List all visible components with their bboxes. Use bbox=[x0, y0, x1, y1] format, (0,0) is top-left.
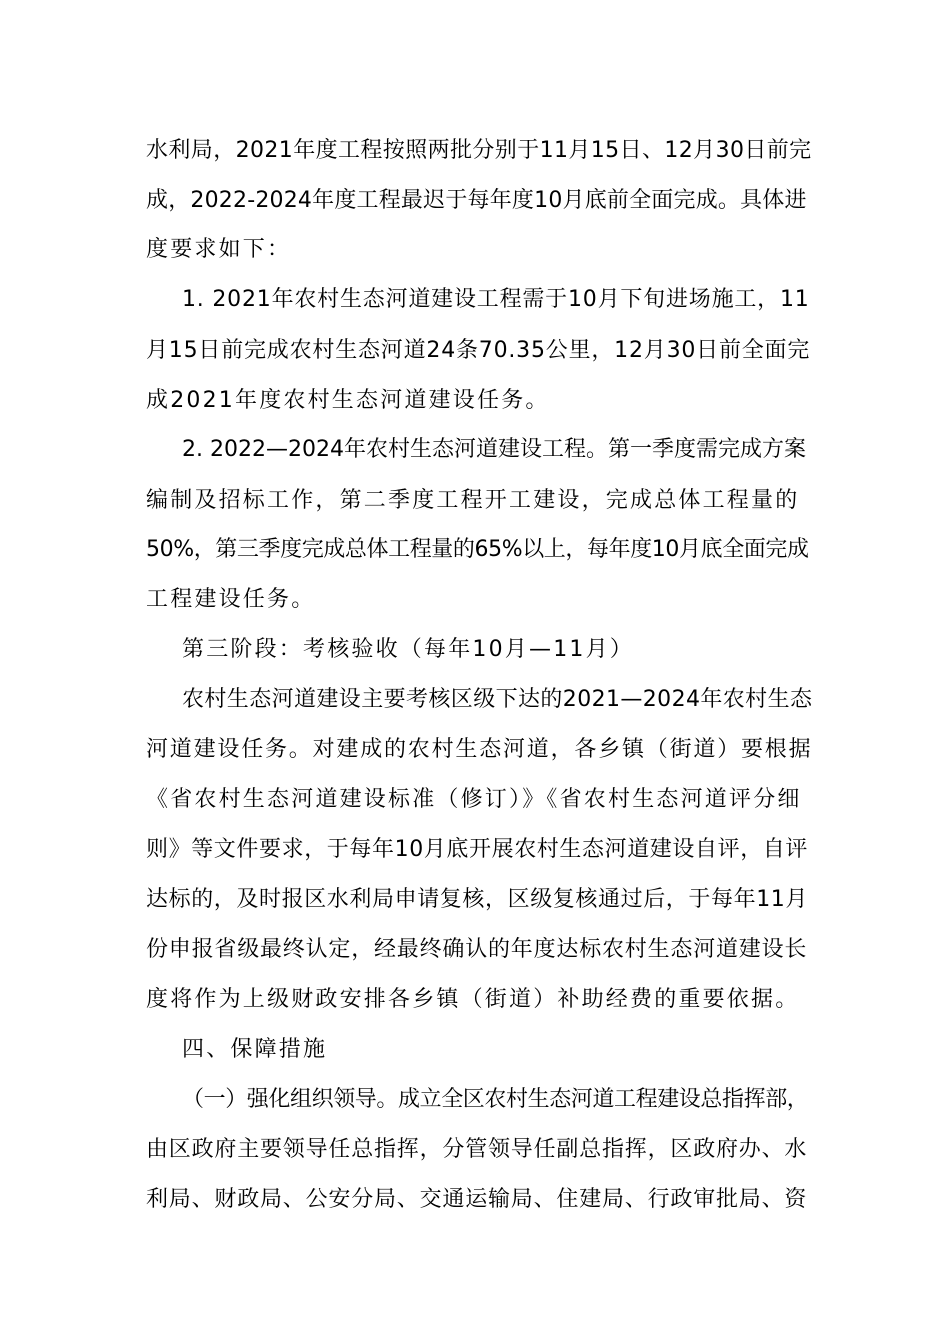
text-line: 河道建设任务。对建成的农村生态河道，各乡镇（街道）要根据 bbox=[146, 737, 813, 762]
section-heading: 四、保障措施 bbox=[182, 1037, 328, 1062]
text-line: 度要求如下： bbox=[146, 237, 292, 262]
text-line: 农村生态河道建设主要考核区级下达的2021—2024年农村生态 bbox=[182, 687, 813, 712]
text-line: 2. 2022—2024年农村生态河道建设工程。第一季度需完成方案 bbox=[182, 437, 806, 462]
text-line: 达标的，及时报区水利局申请复核，区级复核通过后，于每年11月 bbox=[146, 887, 808, 912]
text-line: 份申报省级最终认定，经最终确认的年度达标农村生态河道建设长 bbox=[146, 937, 808, 962]
text-line: 编制及招标工作，第二季度工程开工建设，完成总体工程量的 bbox=[146, 488, 800, 513]
text-line: 利局、财政局、公安分局、交通运输局、住建局、行政审批局、资 bbox=[146, 1187, 808, 1212]
text-line: 工程建设任务。 bbox=[146, 587, 316, 612]
section-heading: 第三阶段：考核验收（每年10月—11月） bbox=[182, 637, 634, 662]
text-line: 度将作为上级财政安排各乡镇（街道）补助经费的重要依据。 bbox=[146, 987, 800, 1012]
text-line: 《省农村生态河道建设标准（修订）》《省农村生态河道评分细 bbox=[146, 787, 802, 812]
text-line: 成2021年度农村生态河道建设任务。 bbox=[146, 388, 550, 413]
text-line: 1. 2021年农村生态河道建设工程需于10月下旬进场施工，11 bbox=[182, 287, 810, 312]
text-line: 月15日前完成农村生态河道24条70.35公里，12月30日前全面完 bbox=[146, 338, 811, 363]
text-line: 成，2022-2024年度工程最迟于每年度10月底前全面完成。具体进 bbox=[146, 188, 807, 213]
text-line: （一）强化组织领导。成立全区农村生态河道工程建设总指挥部， bbox=[182, 1087, 809, 1112]
text-line: 由区政府主要领导任总指挥，分管领导任副总指挥，区政府办、水 bbox=[146, 1137, 808, 1162]
text-line: 50%，第三季度完成总体工程量的65%以上，每年度10月底全面完成 bbox=[146, 537, 809, 562]
text-line: 水利局，2021年度工程按照两批分别于11月15日、12月30日前完 bbox=[146, 138, 812, 163]
text-line: 则》等文件要求，于每年10月底开展农村生态河道建设自评，自评 bbox=[146, 837, 808, 862]
